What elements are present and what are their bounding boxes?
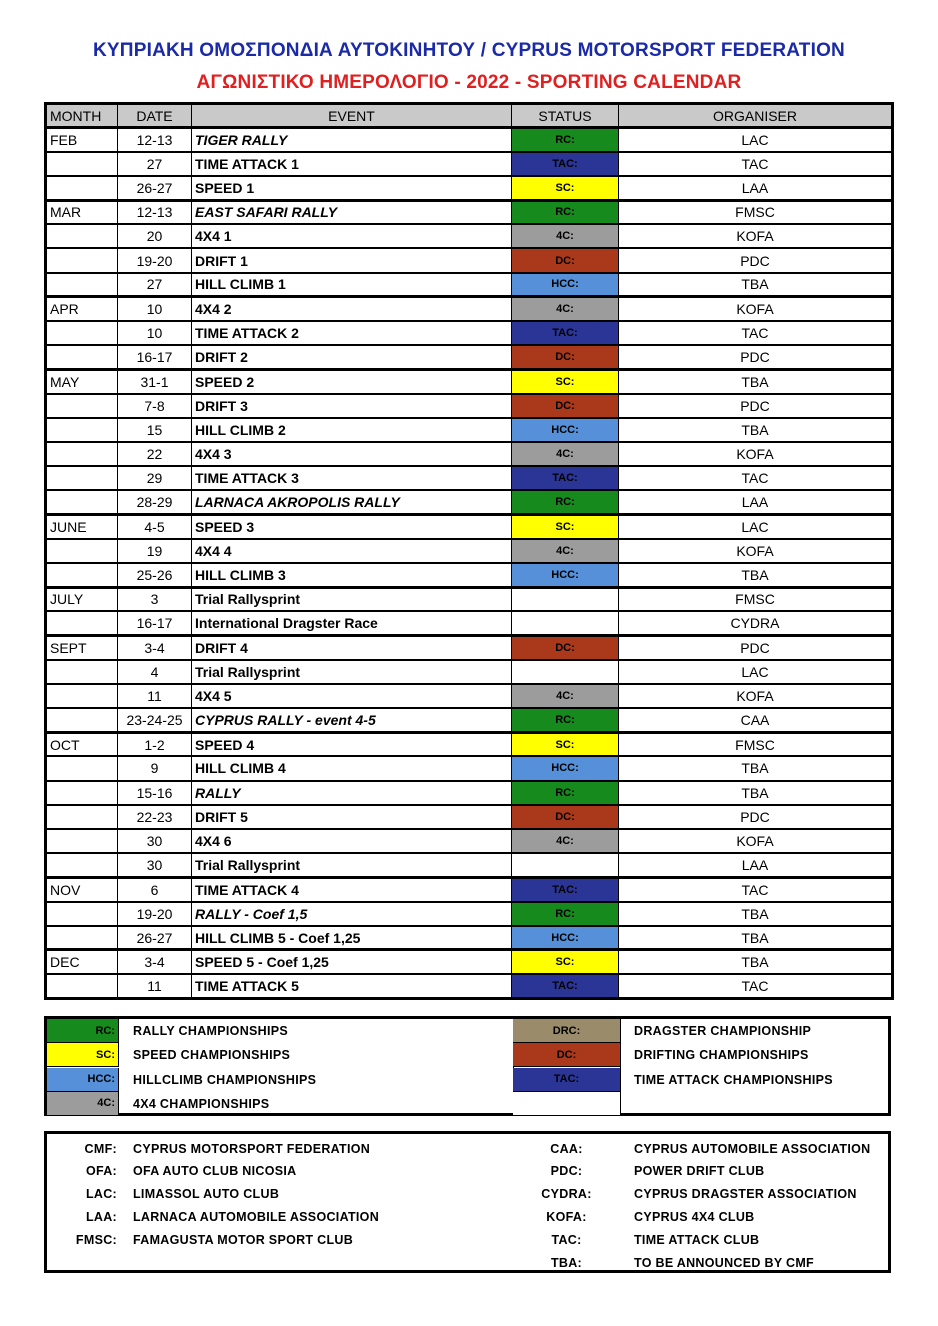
legend-swatch <box>513 1092 620 1116</box>
organiser-cell: TAC <box>619 321 893 345</box>
date-cell: 30 <box>118 853 192 877</box>
legend-swatch: TAC: <box>513 1068 620 1092</box>
date-cell: 7-8 <box>118 394 192 418</box>
status-badge: SC: <box>512 369 619 393</box>
event-cell: DRIFT 5 <box>192 805 512 829</box>
legend-label: DRIFTING CHAMPIONSHIPS <box>634 1048 809 1063</box>
date-cell: 26-27 <box>118 926 192 950</box>
status-badge: DC: <box>512 248 619 272</box>
month-cell: MAR <box>46 200 118 224</box>
organiser-cell: TBA <box>619 926 893 950</box>
event-cell: SPEED 1 <box>192 176 512 200</box>
event-cell: Trial Rallysprint <box>192 587 512 611</box>
organiser-cell: LAA <box>619 490 893 514</box>
organiser-cell: TBA <box>619 418 893 442</box>
calendar-row <box>46 708 893 732</box>
date-cell: 15-16 <box>118 781 192 805</box>
calendar-table <box>44 102 894 1000</box>
status-badge: RC: <box>512 200 619 224</box>
legend-swatch: RC: <box>47 1019 119 1043</box>
calendar-row <box>46 684 893 708</box>
organiser-name: FAMAGUSTA MOTOR SPORT CLUB <box>133 1232 354 1247</box>
organiser-cell: TBA <box>619 902 893 926</box>
date-cell: 27 <box>118 152 192 176</box>
event-cell: 4X4 1 <box>192 224 512 248</box>
organiser-code: OFA: <box>85 1164 117 1179</box>
organiser-name: TO BE ANNOUNCED BY CMF <box>634 1255 814 1270</box>
event-cell: DRIFT 1 <box>192 248 512 272</box>
calendar-row <box>46 877 893 901</box>
event-cell: DRIFT 3 <box>192 394 512 418</box>
calendar-body <box>46 128 893 999</box>
organiser-cell: PDC <box>619 248 893 272</box>
legend-label: SPEED CHAMPIONSHIPS <box>133 1048 291 1063</box>
column-header-status: STATUS <box>512 104 619 128</box>
month-cell <box>46 321 118 345</box>
status-badge: DC: <box>512 345 619 369</box>
organiser-code: TAC: <box>551 1232 582 1247</box>
event-cell: International Dragster Race <box>192 611 512 635</box>
date-cell: 3-4 <box>118 950 192 974</box>
organiser-cell: KOFA <box>619 442 893 466</box>
month-cell <box>46 756 118 780</box>
organiser-cell: TBA <box>619 563 893 587</box>
event-cell: 4X4 4 <box>192 539 512 563</box>
calendar-row <box>46 369 893 393</box>
calendar-row <box>46 756 893 780</box>
organiser-name: CYPRUS MOTORSPORT FEDERATION <box>133 1141 371 1156</box>
date-cell: 3 <box>118 587 192 611</box>
calendar-row <box>46 224 893 248</box>
event-cell: HILL CLIMB 2 <box>192 418 512 442</box>
month-cell: FEB <box>46 128 118 152</box>
month-cell <box>46 926 118 950</box>
organiser-cell: TBA <box>619 756 893 780</box>
organiser-name: CYPRUS AUTOMOBILE ASSOCIATION <box>634 1141 871 1156</box>
legend-label: 4X4 CHAMPIONSHIPS <box>133 1096 270 1111</box>
month-cell <box>46 974 118 998</box>
legend-divider <box>620 1019 621 1113</box>
event-cell: 4X4 2 <box>192 297 512 321</box>
organiser-code: CAA: <box>550 1141 583 1156</box>
event-cell: TIME ATTACK 2 <box>192 321 512 345</box>
page-title-greek-english: ΚΥΠΡΙΑΚΗ ΟΜΟΣΠΟΝΔΙΑ ΑΥΤΟΚΙΝΗΤΟΥ / CYPRUS MOTORSPORT FEDERATION <box>93 40 845 61</box>
event-cell: Trial Rallysprint <box>192 853 512 877</box>
calendar-row <box>46 587 893 611</box>
date-cell: 16-17 <box>118 611 192 635</box>
month-cell <box>46 611 118 635</box>
organiser-cell: PDC <box>619 635 893 659</box>
column-header-date: DATE <box>118 104 192 128</box>
legend-swatch: DC: <box>513 1043 620 1067</box>
event-cell: SPEED 2 <box>192 369 512 393</box>
organiser-cell: TBA <box>619 273 893 297</box>
date-cell: 23-24-25 <box>118 708 192 732</box>
event-cell: DRIFT 4 <box>192 635 512 659</box>
event-cell: TIME ATTACK 1 <box>192 152 512 176</box>
legend-swatch: HCC: <box>47 1068 119 1092</box>
month-cell <box>46 490 118 514</box>
organiser-cell: TBA <box>619 781 893 805</box>
organiser-key <box>44 1131 891 1273</box>
organiser-code: FMSC: <box>75 1232 117 1247</box>
calendar-row <box>46 974 893 998</box>
organiser-cell: FMSC <box>619 587 893 611</box>
date-cell: 16-17 <box>118 345 192 369</box>
month-cell <box>46 805 118 829</box>
month-cell <box>46 345 118 369</box>
calendar-row <box>46 563 893 587</box>
status-badge: HCC: <box>512 756 619 780</box>
legend-label: HILLCLIMB CHAMPIONSHIPS <box>133 1072 317 1087</box>
date-cell: 6 <box>118 877 192 901</box>
legend-swatch: DRC: <box>513 1019 620 1043</box>
status-badge: TAC: <box>512 152 619 176</box>
organiser-code: KOFA: <box>546 1209 587 1224</box>
date-cell: 29 <box>118 466 192 490</box>
date-cell: 3-4 <box>118 635 192 659</box>
calendar-row <box>46 442 893 466</box>
status-badge: RC: <box>512 708 619 732</box>
calendar-row <box>46 732 893 756</box>
organiser-code: LAA: <box>85 1209 117 1224</box>
status-badge: RC: <box>512 902 619 926</box>
date-cell: 31-1 <box>118 369 192 393</box>
calendar-row <box>46 635 893 659</box>
calendar-row <box>46 176 893 200</box>
calendar-row <box>46 418 893 442</box>
organiser-cell: PDC <box>619 345 893 369</box>
date-cell: 10 <box>118 321 192 345</box>
organiser-cell: CAA <box>619 708 893 732</box>
calendar-row <box>46 781 893 805</box>
column-header-organiser: ORGANISER <box>619 104 893 128</box>
organiser-code: PDC: <box>550 1164 583 1179</box>
date-cell: 30 <box>118 829 192 853</box>
organiser-cell: PDC <box>619 394 893 418</box>
calendar-row <box>46 345 893 369</box>
month-cell <box>46 539 118 563</box>
calendar-row <box>46 466 893 490</box>
date-cell: 4-5 <box>118 515 192 539</box>
organiser-cell: KOFA <box>619 829 893 853</box>
event-cell: TIME ATTACK 3 <box>192 466 512 490</box>
status-badge: TAC: <box>512 877 619 901</box>
status-badge: RC: <box>512 781 619 805</box>
event-cell: RALLY <box>192 781 512 805</box>
month-cell <box>46 442 118 466</box>
organiser-cell: PDC <box>619 805 893 829</box>
month-cell: APR <box>46 297 118 321</box>
organiser-name: TIME ATTACK CLUB <box>634 1232 760 1247</box>
legend-swatch: SC: <box>47 1043 119 1067</box>
status-badge: DC: <box>512 635 619 659</box>
organiser-cell: KOFA <box>619 224 893 248</box>
date-cell: 25-26 <box>118 563 192 587</box>
event-cell: CYPRUS RALLY - event 4-5 <box>192 708 512 732</box>
organiser-cell: KOFA <box>619 297 893 321</box>
organiser-cell: TAC <box>619 152 893 176</box>
organiser-cell: LAC <box>619 128 893 152</box>
status-badge <box>512 611 619 635</box>
event-cell: TIME ATTACK 4 <box>192 877 512 901</box>
status-badge <box>512 587 619 611</box>
month-cell <box>46 829 118 853</box>
date-cell: 10 <box>118 297 192 321</box>
legend-label: TIME ATTACK CHAMPIONSHIPS <box>634 1072 833 1087</box>
calendar-row <box>46 273 893 297</box>
status-badge: DC: <box>512 394 619 418</box>
column-header-month: MONTH <box>46 104 118 128</box>
organiser-code: TBA: <box>550 1255 583 1270</box>
date-cell: 19-20 <box>118 248 192 272</box>
organiser-cell: LAA <box>619 853 893 877</box>
organiser-cell: TAC <box>619 466 893 490</box>
month-cell: DEC <box>46 950 118 974</box>
status-badge: TAC: <box>512 321 619 345</box>
organiser-code: CMF: <box>84 1141 117 1156</box>
event-cell: TIME ATTACK 5 <box>192 974 512 998</box>
organiser-name: POWER DRIFT CLUB <box>634 1164 765 1179</box>
status-badge: 4C: <box>512 224 619 248</box>
date-cell: 27 <box>118 273 192 297</box>
event-cell: HILL CLIMB 1 <box>192 273 512 297</box>
status-badge <box>512 853 619 877</box>
status-badge: TAC: <box>512 466 619 490</box>
status-badge: RC: <box>512 490 619 514</box>
status-badge: 4C: <box>512 684 619 708</box>
month-cell <box>46 781 118 805</box>
calendar-row <box>46 926 893 950</box>
organiser-cell: TBA <box>619 369 893 393</box>
calendar-row <box>46 515 893 539</box>
event-cell: DRIFT 2 <box>192 345 512 369</box>
organiser-code: CYDRA: <box>541 1187 592 1202</box>
legend-label: RALLY CHAMPIONSHIPS <box>133 1024 289 1038</box>
legend-label: DRAGSTER CHAMPIONSHIP <box>634 1024 812 1038</box>
organiser-name: CYPRUS 4X4 CLUB <box>634 1209 755 1224</box>
status-badge: SC: <box>512 732 619 756</box>
column-header-event: EVENT <box>192 104 512 128</box>
month-cell <box>46 563 118 587</box>
month-cell: SEPT <box>46 635 118 659</box>
month-cell <box>46 708 118 732</box>
organiser-cell: CYDRA <box>619 611 893 635</box>
calendar-row <box>46 200 893 224</box>
date-cell: 11 <box>118 974 192 998</box>
status-badge: SC: <box>512 515 619 539</box>
organiser-cell: KOFA <box>619 539 893 563</box>
month-cell <box>46 394 118 418</box>
event-cell: 4X4 3 <box>192 442 512 466</box>
status-badge: HCC: <box>512 926 619 950</box>
event-cell: SPEED 4 <box>192 732 512 756</box>
organiser-name: LARNACA AUTOMOBILE ASSOCIATION <box>133 1209 380 1224</box>
date-cell: 12-13 <box>118 128 192 152</box>
month-cell <box>46 176 118 200</box>
calendar-row <box>46 611 893 635</box>
calendar-row <box>46 128 893 152</box>
status-badge: HCC: <box>512 273 619 297</box>
event-cell: HILL CLIMB 3 <box>192 563 512 587</box>
month-cell: NOV <box>46 877 118 901</box>
calendar-row <box>46 950 893 974</box>
month-cell: OCT <box>46 732 118 756</box>
date-cell: 15 <box>118 418 192 442</box>
organiser-cell: KOFA <box>619 684 893 708</box>
month-cell <box>46 273 118 297</box>
event-cell: 4X4 5 <box>192 684 512 708</box>
calendar-row <box>46 805 893 829</box>
legend-swatch: 4C: <box>47 1092 119 1116</box>
event-cell: HILL CLIMB 5 - Coef 1,25 <box>192 926 512 950</box>
organiser-cell: TBA <box>619 950 893 974</box>
month-cell: JULY <box>46 587 118 611</box>
month-cell <box>46 248 118 272</box>
event-cell: Trial Rallysprint <box>192 660 512 684</box>
date-cell: 19 <box>118 539 192 563</box>
event-cell: LARNACA AKROPOLIS RALLY <box>192 490 512 514</box>
organiser-name: LIMASSOL AUTO CLUB <box>133 1187 280 1202</box>
date-cell: 19-20 <box>118 902 192 926</box>
organiser-cell: TAC <box>619 974 893 998</box>
calendar-row <box>46 853 893 877</box>
calendar-header-row <box>46 104 893 128</box>
organiser-code: LAC: <box>85 1187 117 1202</box>
event-cell: SPEED 5 - Coef 1,25 <box>192 950 512 974</box>
calendar-row <box>46 394 893 418</box>
organiser-cell: LAA <box>619 176 893 200</box>
event-cell: HILL CLIMB 4 <box>192 756 512 780</box>
calendar-row <box>46 152 893 176</box>
event-cell: 4X4 6 <box>192 829 512 853</box>
calendar-row <box>46 539 893 563</box>
status-badge: 4C: <box>512 442 619 466</box>
calendar-row <box>46 297 893 321</box>
event-cell: TIGER RALLY <box>192 128 512 152</box>
status-badge: HCC: <box>512 418 619 442</box>
calendar-row <box>46 248 893 272</box>
status-badge: 4C: <box>512 539 619 563</box>
status-badge: HCC: <box>512 563 619 587</box>
date-cell: 22 <box>118 442 192 466</box>
date-cell: 20 <box>118 224 192 248</box>
status-badge: 4C: <box>512 297 619 321</box>
month-cell <box>46 152 118 176</box>
calendar-row <box>46 902 893 926</box>
month-cell <box>46 418 118 442</box>
date-cell: 11 <box>118 684 192 708</box>
calendar-row <box>46 490 893 514</box>
calendar-row <box>46 829 893 853</box>
month-cell <box>46 853 118 877</box>
organiser-cell: LAC <box>619 660 893 684</box>
month-cell: JUNE <box>46 515 118 539</box>
organiser-cell: TAC <box>619 877 893 901</box>
month-cell <box>46 224 118 248</box>
month-cell <box>46 660 118 684</box>
status-legend <box>44 1016 891 1116</box>
status-badge: TAC: <box>512 974 619 998</box>
status-badge: 4C: <box>512 829 619 853</box>
month-cell <box>46 466 118 490</box>
event-cell: RALLY - Coef 1,5 <box>192 902 512 926</box>
calendar-row <box>46 321 893 345</box>
page-subtitle-calendar: ΑΓΩΝΙΣΤΙΚΟ ΗΜΕΡΟΛΟΓΙΟ - 2022 - SPORTING CALENDAR <box>196 72 742 93</box>
organiser-cell: FMSC <box>619 200 893 224</box>
month-cell: MAY <box>46 369 118 393</box>
date-cell: 26-27 <box>118 176 192 200</box>
calendar-row <box>46 660 893 684</box>
event-cell: SPEED 3 <box>192 515 512 539</box>
status-badge: SC: <box>512 176 619 200</box>
event-cell: EAST SAFARI RALLY <box>192 200 512 224</box>
date-cell: 1-2 <box>118 732 192 756</box>
status-badge: SC: <box>512 950 619 974</box>
organiser-cell: LAC <box>619 515 893 539</box>
organiser-name: OFA AUTO CLUB NICOSIA <box>133 1164 297 1179</box>
organiser-name: CYPRUS DRAGSTER ASSOCIATION <box>634 1187 857 1202</box>
status-badge: RC: <box>512 128 619 152</box>
date-cell: 4 <box>118 660 192 684</box>
organiser-cell: FMSC <box>619 732 893 756</box>
date-cell: 9 <box>118 756 192 780</box>
month-cell <box>46 902 118 926</box>
status-badge <box>512 660 619 684</box>
date-cell: 12-13 <box>118 200 192 224</box>
month-cell <box>46 684 118 708</box>
date-cell: 22-23 <box>118 805 192 829</box>
date-cell: 28-29 <box>118 490 192 514</box>
status-badge: DC: <box>512 805 619 829</box>
